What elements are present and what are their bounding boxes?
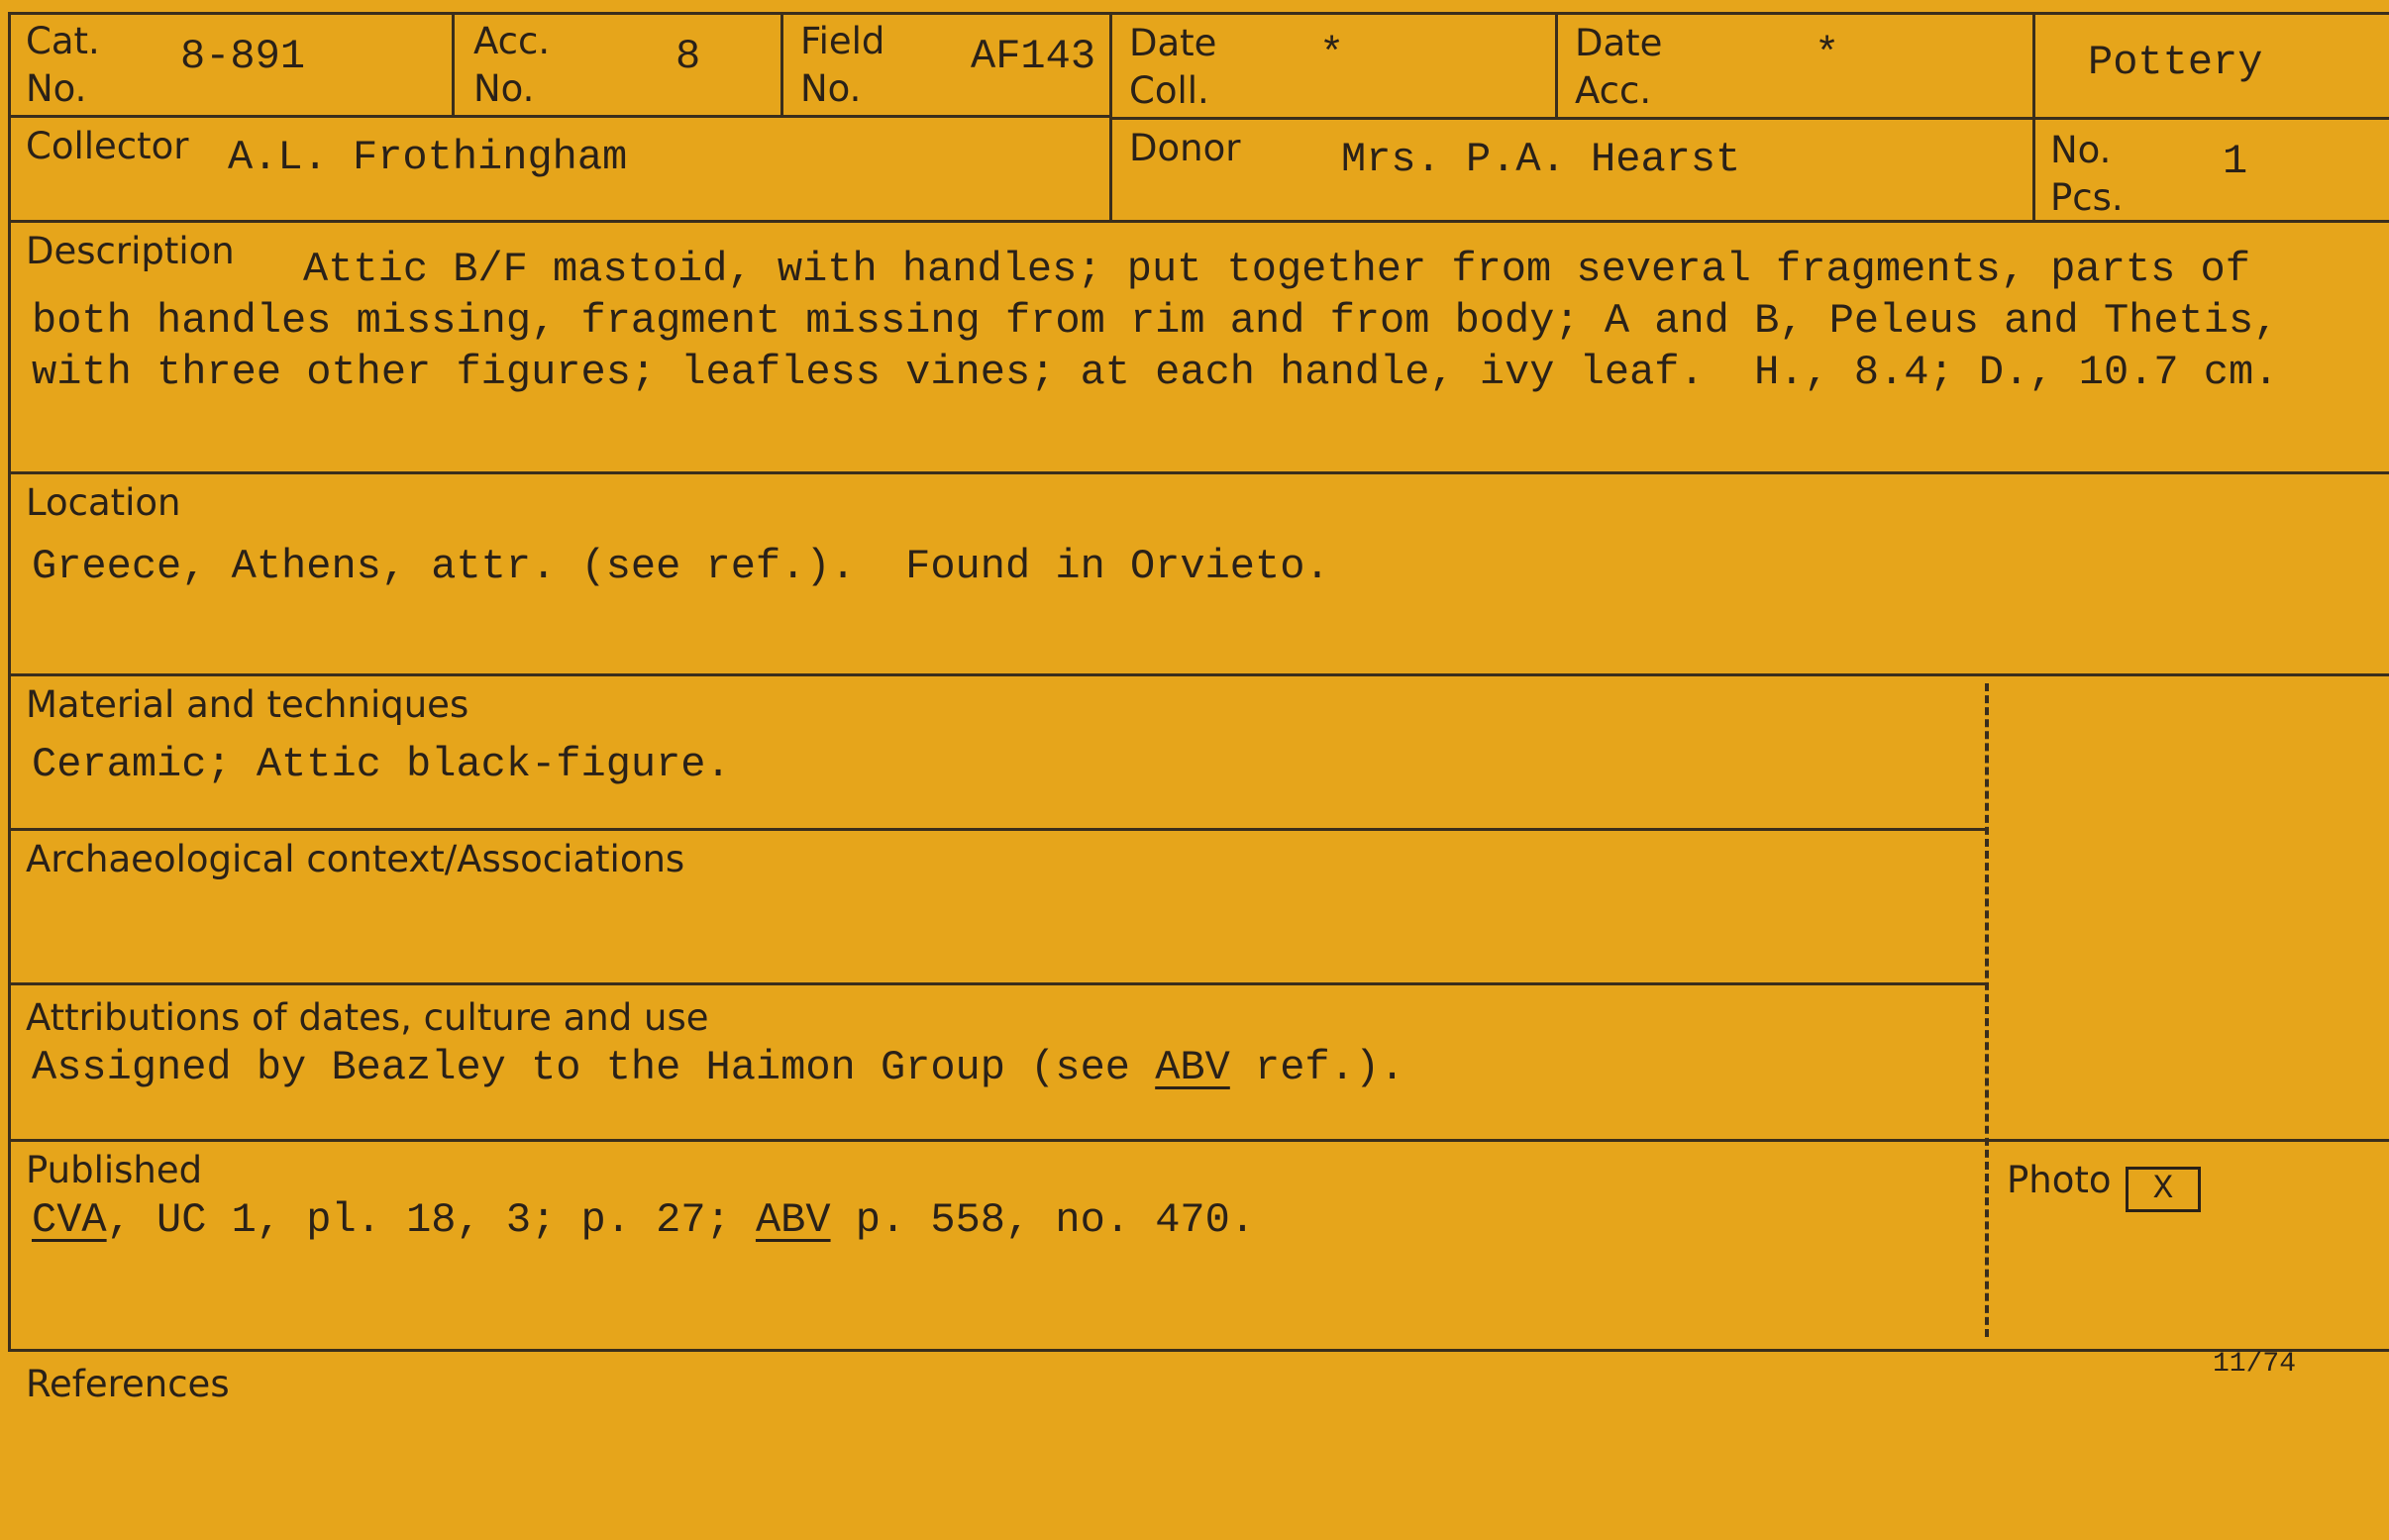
divider [8,982,1985,985]
published-text-part: p. 558, no. 470. [830,1196,1256,1244]
acc-no-value: 8 [675,33,701,80]
attributions-text-part: ref.). [1229,1044,1405,1091]
divider [8,673,2389,676]
date-coll-label: Date [1129,22,1217,64]
divider [2032,12,2035,220]
divider [8,115,1111,118]
pcs-label: No. [2050,129,2112,171]
divider [1555,12,1558,117]
category-value: Pottery [2088,39,2263,86]
photo-checkbox: X [2126,1167,2201,1212]
acc-no-label: No. [473,67,535,110]
field-no-label: Field [800,20,885,62]
references-label: References [26,1363,230,1405]
date-acc-label: Acc. [1575,69,1652,112]
divider [8,220,2389,223]
collector-value: A.L. Frothingham [228,134,628,181]
divider [1111,117,2389,120]
cva-reference: CVA [32,1196,107,1244]
attributions-text-part: Assigned by Beazley to the Haimon Group (see [32,1044,1156,1091]
cat-no-value: 8-891 [180,33,306,80]
pcs-value: 1 [2223,138,2248,185]
abv-reference: ABV [755,1196,831,1244]
pcs-label: Pcs. [2050,176,2124,219]
description-line: Attic B/F mastoid, with handles; put together from several fragments, parts of [303,246,2250,293]
archaeological-label: Archaeological context/Associations [26,838,685,880]
attributions-text [32,1042,1404,1093]
cat-no-label: Cat. [26,20,100,62]
divider [8,471,2389,474]
attributions-label: Attributions of dates, culture and use [26,996,709,1039]
date-coll-value: * [1319,31,1345,78]
published-text [32,1194,1255,1246]
collector-label: Collector [26,125,189,167]
field-no-label: No. [800,67,862,110]
location-text: Greece, Athens, attr. (see ref.). Found in Orvieto. [32,543,1330,590]
abv-reference: ABV [1155,1044,1230,1091]
donor-value: Mrs. P.A. Hearst [1341,136,1741,183]
divider [8,828,1985,831]
date-acc-label: Date [1575,22,1663,64]
divider [1985,683,1989,1337]
material-label: Material and techniques [26,683,469,726]
divider [8,12,11,1349]
location-label: Location [26,481,181,524]
date-coll-label: Coll. [1129,69,1209,112]
donor-label: Donor [1129,127,1241,169]
published-text-part: , UC 1, pl. 18, 3; p. 27; [106,1196,756,1244]
description-line: both handles missing, fragment missing from rim and from body; A and B, Peleus and Thetis, [32,297,2279,345]
divider [8,1349,2389,1352]
material-text: Ceramic; Attic black-figure. [32,741,731,788]
acc-no-label: Acc. [473,20,551,62]
divider [780,12,783,115]
cat-no-label: No. [26,67,87,110]
date-stamp: 11/74 [2213,1349,2297,1380]
divider [452,12,455,115]
description-line: with three other figures; leafless vines; at each handle, ivy leaf. H., 8.4; D., 10.7 cm. [32,349,2279,396]
published-label: Published [26,1149,203,1191]
divider [8,1139,2389,1142]
description-label: Description [26,230,235,272]
date-acc-value: * [1815,31,1840,78]
divider [1109,12,1112,220]
photo-label: Photo [2007,1159,2112,1201]
field-no-value: AF143 [971,33,1096,80]
